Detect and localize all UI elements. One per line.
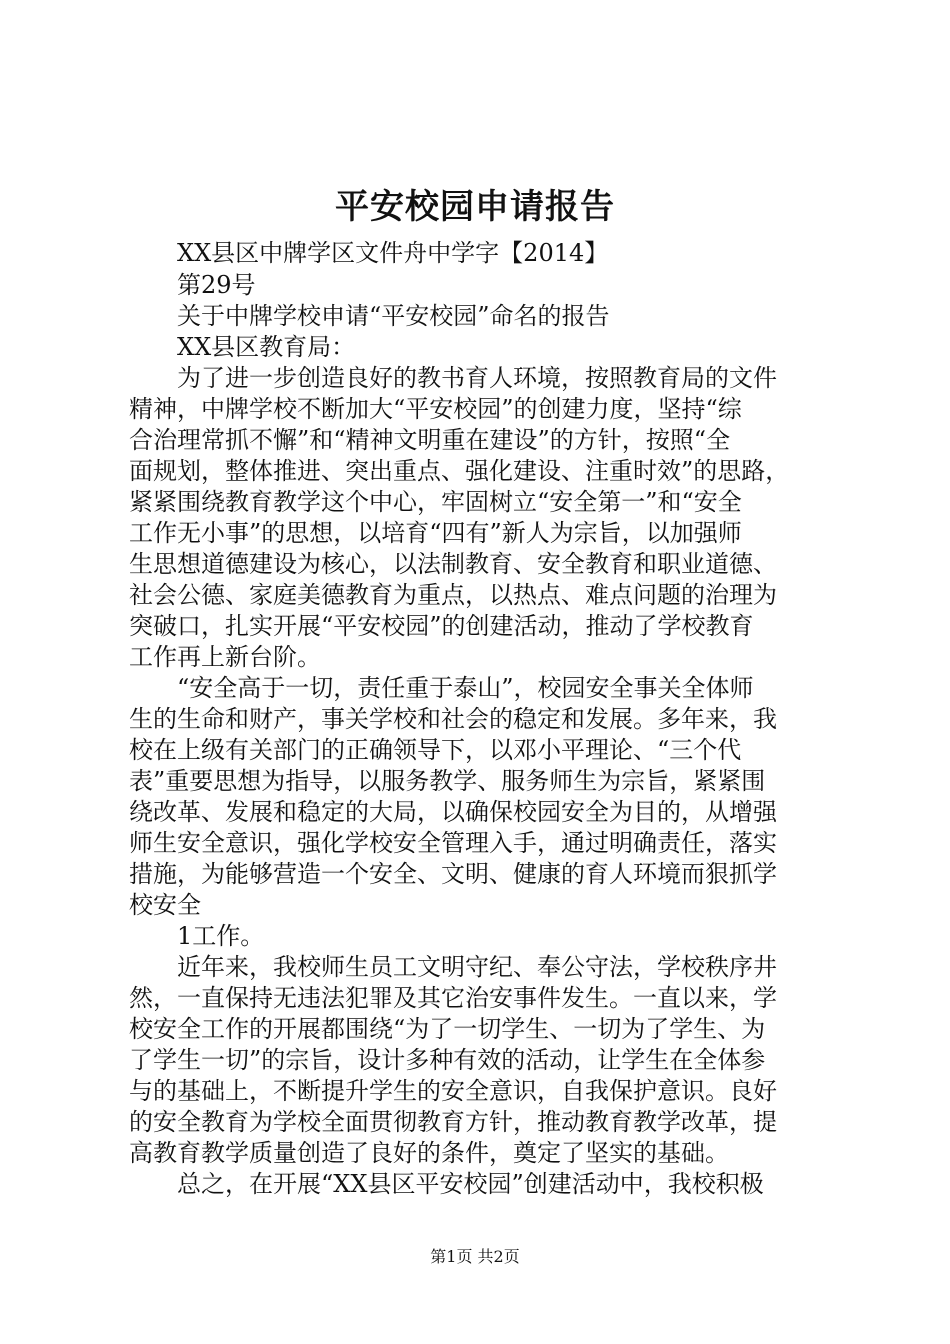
body-line: 生的生命和财产，事关学校和社会的稳定和发展。多年来，我 bbox=[129, 705, 777, 733]
body-line: 措施，为能够营造一个安全、文明、健康的育人环境而狠抓学 bbox=[129, 860, 777, 888]
body-line: 师生安全意识，强化学校安全管理入手，通过明确责任，落实 bbox=[129, 829, 777, 857]
page-footer: 第1页 共2页 bbox=[430, 1247, 520, 1266]
body-line: 突破口，扎实开展“平安校园”的创建活动，推动了学校教育 bbox=[129, 612, 754, 640]
body-line: 为了进一步创造良好的教书育人环境，按照教育局的文件 bbox=[177, 364, 777, 392]
body-line: 生思想道德建设为核心，以法制教育、安全教育和职业道德、 bbox=[129, 550, 777, 578]
header-line-issue-number: 第29号 bbox=[177, 271, 256, 299]
body-line: 社会公德、家庭美德教育为重点，以热点、难点问题的治理为 bbox=[129, 581, 777, 609]
body-line: 校在上级有关部门的正确领导下，以邓小平理论、“三个代 bbox=[129, 736, 742, 764]
body-line: 校安全工作的开展都围绕“为了一切学生、一切为了学生、为 bbox=[129, 1015, 766, 1043]
body-line: 的安全教育为学校全面贯彻教育方针，推动教育教学改革，提 bbox=[129, 1108, 777, 1136]
body-line: 工作再上新台阶。 bbox=[129, 643, 321, 671]
body-line: 总之，在开展“XX县区平安校园”创建活动中，我校积极 bbox=[177, 1170, 764, 1198]
body-line: 然，一直保持无违法犯罪及其它治安事件发生。一直以来，学 bbox=[129, 984, 777, 1012]
body-line: 近年来，我校师生员工文明守纪、奉公守法，学校秩序井 bbox=[177, 953, 777, 981]
body-line: 合治理常抓不懈”和“精神文明重在建设”的方针，按照“全 bbox=[129, 426, 731, 454]
body-line: 绕改革、发展和稳定的大局，以确保校园安全为目的，从增强 bbox=[129, 798, 777, 826]
header-line-subject: 关于中牌学校申请“平安校园”命名的报告 bbox=[177, 302, 610, 330]
body-line: 工作无小事”的思想，以培育“四有”新人为宗旨，以加强师 bbox=[129, 519, 742, 547]
body-line: 1工作。 bbox=[177, 922, 265, 950]
body-line: 与的基础上，不断提升学生的安全意识，自我保护意识。良好 bbox=[129, 1077, 777, 1105]
body-line: “安全高于一切，责任重于泰山”，校园安全事关全体师 bbox=[177, 674, 754, 702]
header-line-recipient: XX县区教育局： bbox=[177, 333, 356, 361]
body-line: 了学生一切”的宗旨，设计多种有效的活动，让学生在全体参 bbox=[129, 1046, 766, 1074]
header-line-doc-number: XX县区中牌学区文件舟中学字【2014】 bbox=[177, 239, 609, 267]
page-title: 平安校园申请报告 bbox=[335, 187, 615, 227]
body-line: 校安全 bbox=[129, 891, 201, 919]
body-line: 精神，中牌学校不断加大“平安校园”的创建力度，坚持“综 bbox=[129, 395, 742, 423]
body-line: 表”重要思想为指导，以服务教学、服务师生为宗旨，紧紧围 bbox=[129, 767, 766, 795]
body-line: 面规划，整体推进、突出重点、强化建设、注重时效”的思路， bbox=[129, 457, 790, 485]
body-line: 紧紧围绕教育教学这个中心，牢固树立“安全第一”和“安全 bbox=[129, 488, 742, 516]
body-line: 高教育教学质量创造了良好的条件，奠定了坚实的基础。 bbox=[129, 1139, 729, 1167]
